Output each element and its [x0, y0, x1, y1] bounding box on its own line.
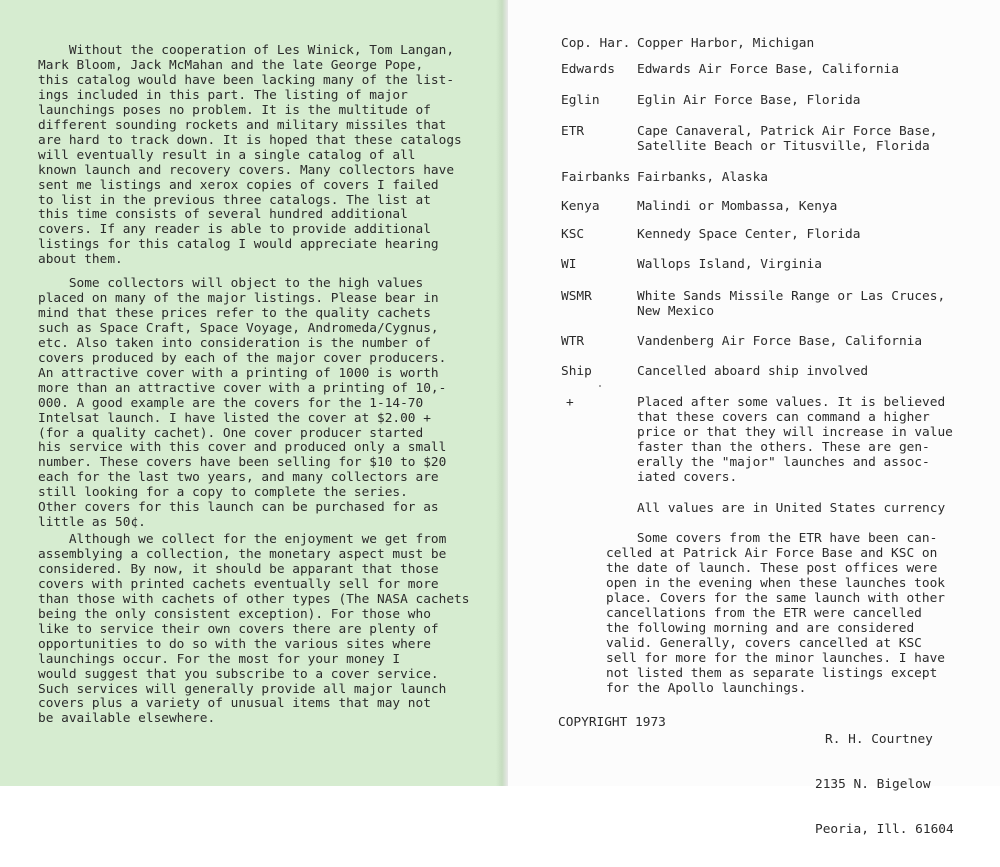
abbreviation-description: Placed after some values. It is believed that these covers can command a higher price or that they will increase in value faster than the others. These are gen- erally the "major" launches and assoc- iated covers. — [637, 395, 953, 485]
currency-note: All values are in United States currency — [637, 501, 946, 516]
values-paragraph: Some collectors will object to the high values placed on many of the major listings. Please bear in mind that these prices refer to the quality cachets such as Space Craft, Space Voyage, Andromeda/Cygnus, etc. Also taken into consideration is the number of covers produced by each of the major cover producers. An attractive cover with a printing of 1000 is worth more than an attractive cover with a printing of 10,- 000. A good example are the covers for the 1-14-70 Intelsat launch. I have listed the cover at $2.00 + (for a quality cachet). One cover producer started his service with this cover and produced only a small number. These covers have been selling for $10 to $20 each for the last two years, and many collectors are still looking for a copy to complete the series. Other covers for this launch can be purchased for as little as 50¢. — [38, 276, 447, 531]
abbreviation-term: Fairbanks — [561, 170, 631, 185]
acknowledgements-paragraph: Without the cooperation of Les Winick, Tom Langan, Mark Bloom, Jack McMahan and the late George Pope, this catalog would have been lacking many of the list- ings included in this part. The listing of major launchings poses no problem. It is the multitude of different sounding rockets and military missiles that are hard to track down. It is hoped that these catalogs will eventually result in a single catalog of all known launch and recovery covers. Many collectors have sent me listings and xerox copies of covers I failed to list in the previous three catalogs. The list at this time consists of several hundred additional covers. If any reader is able to provide additional listings for this catalog I would appreciate hearing about them. — [38, 43, 462, 268]
collecting-paragraph: Although we collect for the enjoyment we get from assemblying a collection, the monetary aspect must be considered. By now, it should be apparant that those covers with printed cachets eventually sell for more than those with cachets of other types (The NASA cachets being the only consistent exception). For those who like to service their own covers there are plenty of opportunities to do so with the various sites where launchings occur. For the most for your money I would suggest that you subscribe to a cover service. Such services will generally provide all major launch covers plus a variety of unusual items that may not be available elsewhere. — [38, 532, 470, 727]
abbreviation-description: Cancelled aboard ship involved — [637, 364, 869, 379]
abbreviation-term: KSC — [561, 227, 585, 242]
abbreviation-term: WTR — [561, 334, 585, 349]
right-page — [508, 0, 1000, 837]
author-address — [815, 702, 954, 867]
abbreviation-description: Cape Canaveral, Patrick Air Force Base, Satellite Beach or Titusville, Florida — [637, 124, 938, 154]
city-address: Peoria, Ill. 61604 — [815, 822, 954, 837]
street-address: 2135 N. Bigelow — [815, 777, 931, 792]
abbreviation-term: Edwards — [561, 62, 615, 77]
abbreviation-term: WSMR — [561, 289, 592, 304]
abbreviation-description: Eglin Air Force Base, Florida — [637, 93, 861, 108]
left-page — [0, 0, 508, 786]
etr-paragraph: Some covers from the ETR have been can- celled at Patrick Air Force Base and KSC on the date of launch. These post offices were open in the evening when these launches took place. Covers for the same launch with other cancellations from the ETR were cancelled the following morning and are considered valid. Generally, covers cancelled at KSC sell for more for the minor launches. I have not listed them as separate listings except for the Apollo launchings. — [606, 531, 945, 696]
abbreviation-description: Edwards Air Force Base, California — [637, 62, 899, 77]
abbreviation-description: Kennedy Space Center, Florida — [637, 227, 861, 242]
abbreviation-term: Cop. Har. — [561, 36, 631, 51]
abbreviation-term: + — [566, 395, 574, 410]
abbreviation-description: Malindi or Mombassa, Kenya — [637, 199, 838, 214]
abbreviation-description: Fairbanks, Alaska — [637, 170, 768, 185]
abbreviation-description: White Sands Missile Range or Las Cruces, New Mexico — [637, 289, 946, 319]
abbreviation-term: ETR — [561, 124, 585, 139]
abbreviation-description: Copper Harbor, Michigan — [637, 36, 815, 51]
print-speck — [599, 385, 601, 387]
abbreviation-term: WI — [561, 257, 577, 272]
abbreviation-term: Eglin — [561, 93, 600, 108]
book-gutter — [496, 0, 508, 786]
abbreviation-description: Wallops Island, Virginia — [637, 257, 822, 272]
abbreviation-term: Ship — [561, 364, 592, 379]
copyright-notice: COPYRIGHT 1973 — [558, 715, 666, 730]
author-name: R. H. Courtney — [825, 732, 933, 747]
abbreviation-term: Kenya — [561, 199, 600, 214]
abbreviation-description: Vandenberg Air Force Base, California — [637, 334, 923, 349]
